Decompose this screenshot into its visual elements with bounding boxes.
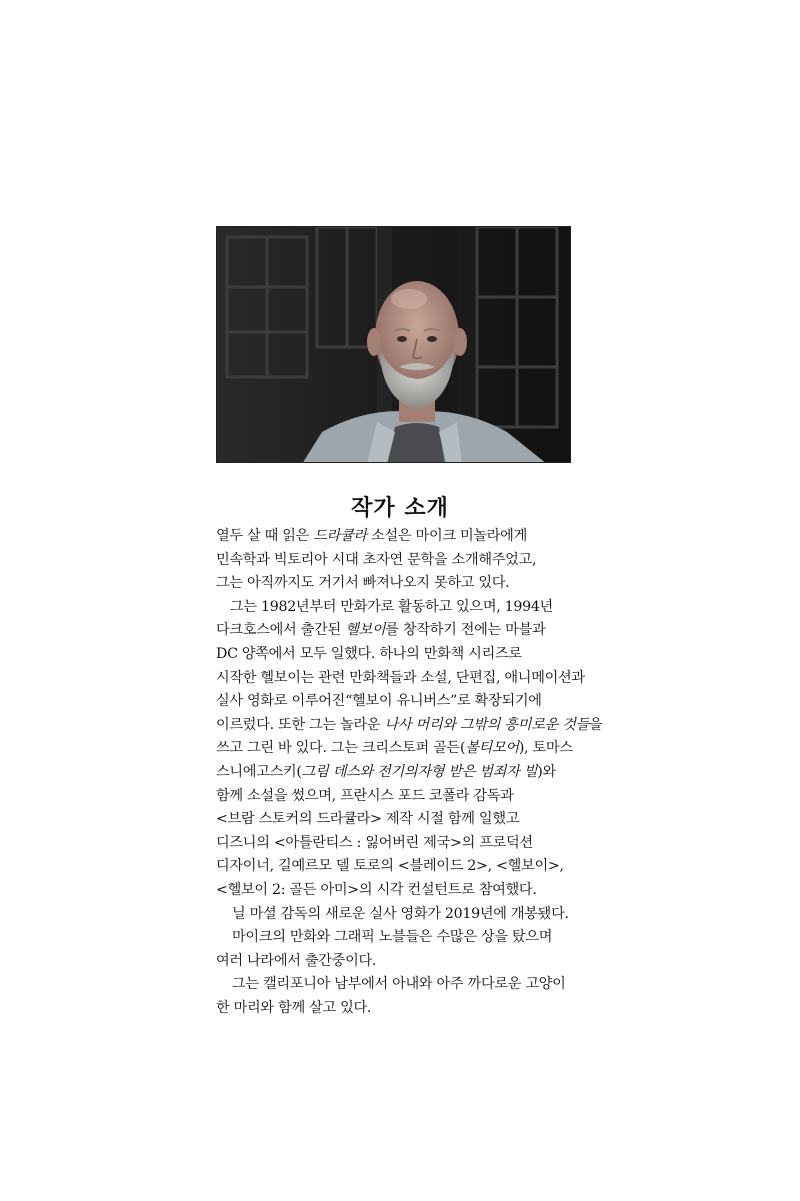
bio-text: 닐 마셜 감독의 새로운 실사 영화가 2019년에 개봉됐다. bbox=[232, 905, 569, 922]
bio-text: <헬보이 2: 골든 아미>의 시각 컨설턴트로 참여했다. bbox=[216, 881, 537, 898]
bio-line bbox=[216, 808, 616, 832]
bio-line bbox=[216, 643, 616, 667]
bio-line bbox=[216, 997, 616, 1021]
bio-line bbox=[216, 879, 616, 903]
bio-text: <브람 스토커의 드라큘라> 제작 시절 함께 일했고 bbox=[216, 811, 520, 828]
italic-title-text: 헬보이 bbox=[345, 622, 386, 639]
italic-title-text: 그림 데스와 전기의자형 받은 범죄자 빌 bbox=[301, 763, 538, 780]
bio-text: 디자이너, 길예르모 델 토로의 <블레이드 2>, <헬보이>, bbox=[216, 858, 564, 875]
bio-text: 다크호스에서 출간된 bbox=[216, 622, 346, 639]
bio-line bbox=[216, 737, 616, 761]
bio-text: 을 bbox=[589, 716, 603, 733]
bio-text: 그는 1982년부터 만화가로 활동하고 있으며, 1994년 bbox=[230, 598, 553, 615]
author-portrait-image bbox=[217, 227, 571, 463]
bio-text: 디즈니의 <아틀란티스 : 잃어버린 제국>의 프로덕션 bbox=[216, 834, 533, 851]
italic-title-text: 드라큘라 bbox=[313, 528, 367, 544]
bio-line bbox=[216, 714, 616, 738]
bio-text: 민속학과 빅토리아 시대 초자연 문학을 소개해주었고, bbox=[216, 551, 537, 568]
bio-line bbox=[216, 572, 616, 596]
bio-text: 실사 영화로 이루어진“헬보이 유니버스”로 확장되기에 bbox=[216, 693, 542, 710]
bio-line bbox=[216, 619, 616, 643]
bio-text: 열두 살 때 읽은 bbox=[216, 528, 314, 544]
bio-text: 마이크의 만화와 그래픽 노블들은 수많은 상을 탔으며 bbox=[232, 929, 553, 946]
bio-line bbox=[216, 950, 616, 974]
bio-line bbox=[216, 690, 616, 714]
bio-text: 스니에고스키( bbox=[216, 763, 302, 780]
italic-title-text: 볼티모어 bbox=[465, 740, 519, 757]
bio-text: ), 토마스 bbox=[518, 740, 573, 757]
bio-text: 시작한 헬보이는 관련 만화책들과 소설, 단편집, 애니메이션과 bbox=[216, 669, 585, 686]
bio-text: 그는 아직까지도 거기서 빠져나오지 못하고 있다. bbox=[216, 575, 510, 592]
bio-text: )와 bbox=[537, 763, 556, 780]
bio-line bbox=[216, 926, 616, 950]
bio-text: 한 마리와 함께 살고 있다. bbox=[216, 999, 372, 1016]
bio-line bbox=[216, 525, 616, 549]
bio-line bbox=[216, 785, 616, 809]
bio-text: 함께 소설을 썼으며, 프란시스 포드 코폴라 감독과 bbox=[216, 787, 514, 804]
italic-title-text: 나사 머리와 그밖의 흥미로운 것들 bbox=[384, 716, 590, 733]
page-title: 작가 소개 bbox=[351, 496, 449, 521]
bio-text: 쓰고 그린 바 있다. 그는 크리스토퍼 골든( bbox=[216, 740, 466, 757]
author-photo bbox=[216, 226, 571, 463]
bio-text: DC 양쪽에서 모두 일했다. 하나의 만화책 시리즈로 bbox=[216, 645, 522, 662]
bio-text: 그는 캘리포니아 남부에서 아내와 아주 까다로운 고양이 bbox=[232, 976, 566, 993]
bio-text: 여러 나라에서 출간중이다. bbox=[216, 952, 377, 969]
bio-line bbox=[216, 973, 616, 997]
bio-line bbox=[216, 855, 616, 879]
bio-line bbox=[216, 832, 616, 856]
bio-line bbox=[216, 596, 616, 620]
bio-text: 소설은 마이크 미놀라에게 bbox=[366, 528, 527, 544]
bio-text: 이르렀다. 또한 그는 놀라운 bbox=[216, 716, 385, 733]
author-biography bbox=[216, 525, 616, 1020]
bio-line bbox=[216, 761, 616, 785]
bio-line bbox=[216, 667, 616, 691]
bio-line bbox=[216, 903, 616, 927]
bio-text: 를 창작하기 전에는 마블과 bbox=[385, 622, 546, 639]
bio-line bbox=[216, 549, 616, 573]
